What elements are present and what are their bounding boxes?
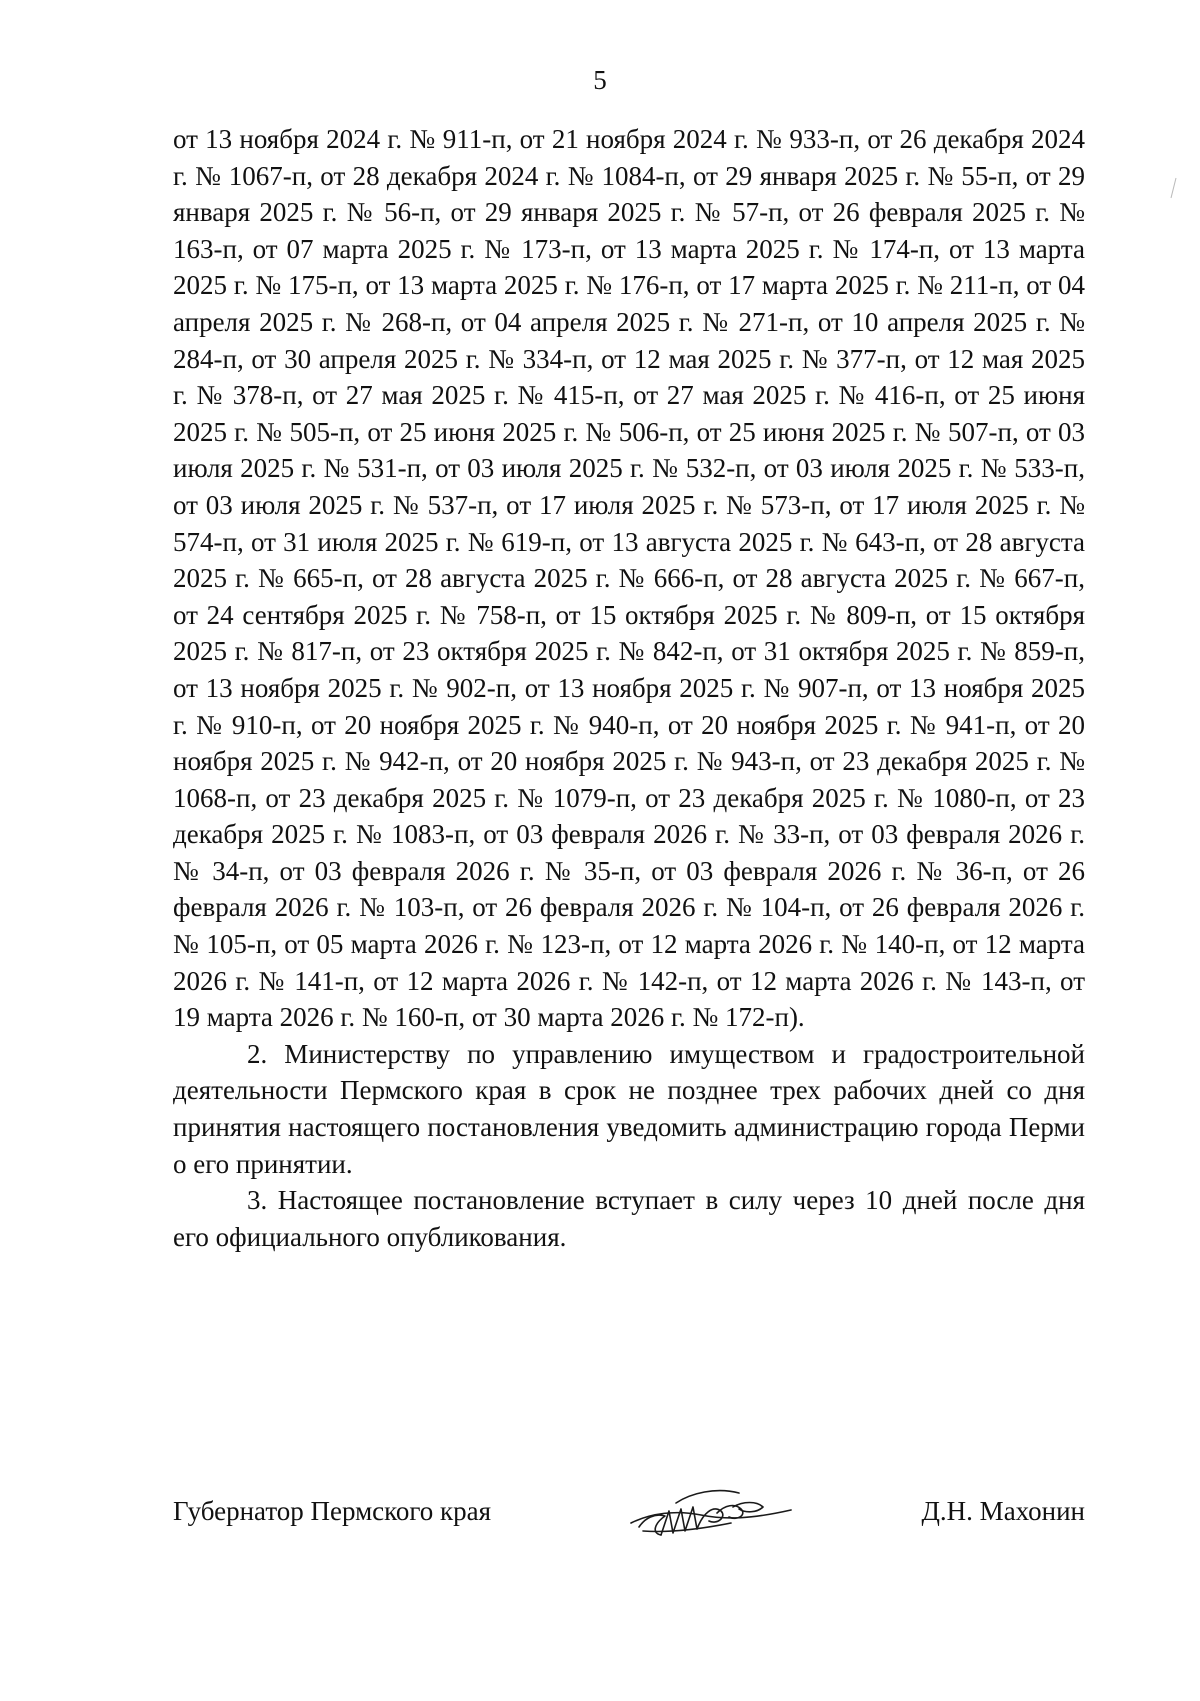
paragraph-ministry-notification: 2. Министерству по управлению имуществом и градостроительной деятельности Пермского края в срок не позднее трех рабочих дней со дня принятия настоящего постановления уведомить администрацию города Перми о его принятии. (173, 1038, 1085, 1179)
scan-edge-mark (1168, 176, 1178, 200)
document-body (173, 121, 1085, 1255)
page-number: 5 (593, 65, 607, 95)
handwritten-signature (621, 1463, 801, 1553)
signatory-position: Губернатор Пермского края (173, 1496, 492, 1526)
paragraph-entry-into-force: 3. Настоящее постановление вступает в силу через 10 дней после дня его официального опубликования. (173, 1185, 1085, 1252)
paragraph-amendments-list: от 13 ноября 2024 г. № 911-п, от 21 ноября 2024 г. № 933-п, от 26 декабря 2024 г. № 1067-п, от 28 декабря 2024 г. № 1084-п, от 29 января 2025 г. № 55-п, от 29 января 2025 г. № 56-п, от 29 января 2025 г. № 57-п, от 26 февраля 2025 г. № 163-п, от 07 марта 2025 г. № 173-п, от 13 марта 2025 г. № 174-п, от 13 марта 2025 г. № 175-п, от 13 марта 2025 г. № 176-п, от 17 марта 2025 г. № 211-п, от 04 апреля 2025 г. № 268-п, от 04 апреля 2025 г. № 271-п, от 10 апреля 2025 г. № 284-п, от 30 апреля 2025 г. № 334-п, от 12 мая 2025 г. № 377-п, от 12 мая 2025 г. № 378-п, от 27 мая 2025 г. № 415-п, от 27 мая 2025 г. № 416-п, от 25 июня 2025 г. № 505-п, от 25 июня 2025 г. № 506-п, от 25 июня 2025 г. № 507-п, от 03 июля 2025 г. № 531-п, от 03 июля 2025 г. № 532-п, от 03 июля 2025 г. № 533-п, от 03 июля 2025 г. № 537-п, от 17 июля 2025 г. № 573-п, от 17 июля 2025 г. № 574-п, от 31 июля 2025 г. № 619-п, от 13 августа 2025 г. № 643-п, от 28 августа 2025 г. № 665-п, от 28 августа 2025 г. № 666-п, от 28 августа 2025 г. № 667-п, от 24 сентября 2025 г. № 758-п, от 15 октября 2025 г. № 809-п, от 15 октября 2025 г. № 817-п, от 23 октября 2025 г. № 842-п, от 31 октября 2025 г. № 859-п, от 13 ноября 2025 г. № 902-п, от 13 ноября 2025 г. № 907-п, от 13 ноября 2025 г. № 910-п, от 20 ноября 2025 г. № 940-п, от 20 ноября 2025 г. № 941-п, от 20 ноября 2025 г. № 942-п, от 20 ноября 2025 г. № 943-п, от 23 декабря 2025 г. № 1068-п, от 23 декабря 2025 г. № 1079-п, от 23 декабря 2025 г. № 1080-п, от 23 декабря 2025 г. № 1083-п, от 03 февраля 2026 г. № 33-п, от 03 февраля 2026 г. № 34-п, от 03 февраля 2026 г. № 35-п, от 03 февраля 2026 г. № 36-п, от 26 февраля 2026 г. № 103-п, от 26 февраля 2026 г. № 104-п, от 26 февраля 2026 г. № 105-п, от 05 марта 2026 г. № 123-п, от 12 марта 2026 г. № 140-п, от 12 марта 2026 г. № 141-п, от 12 марта 2026 г. № 142-п, от 12 марта 2026 г. № 143-п, от 19 марта 2026 г. № 160-п, от 30 марта 2026 г. № 172-п). (173, 124, 1085, 1033)
signatory-name: Д.Н. Махонин (921, 1496, 1085, 1526)
signature-block (173, 1493, 1085, 1553)
